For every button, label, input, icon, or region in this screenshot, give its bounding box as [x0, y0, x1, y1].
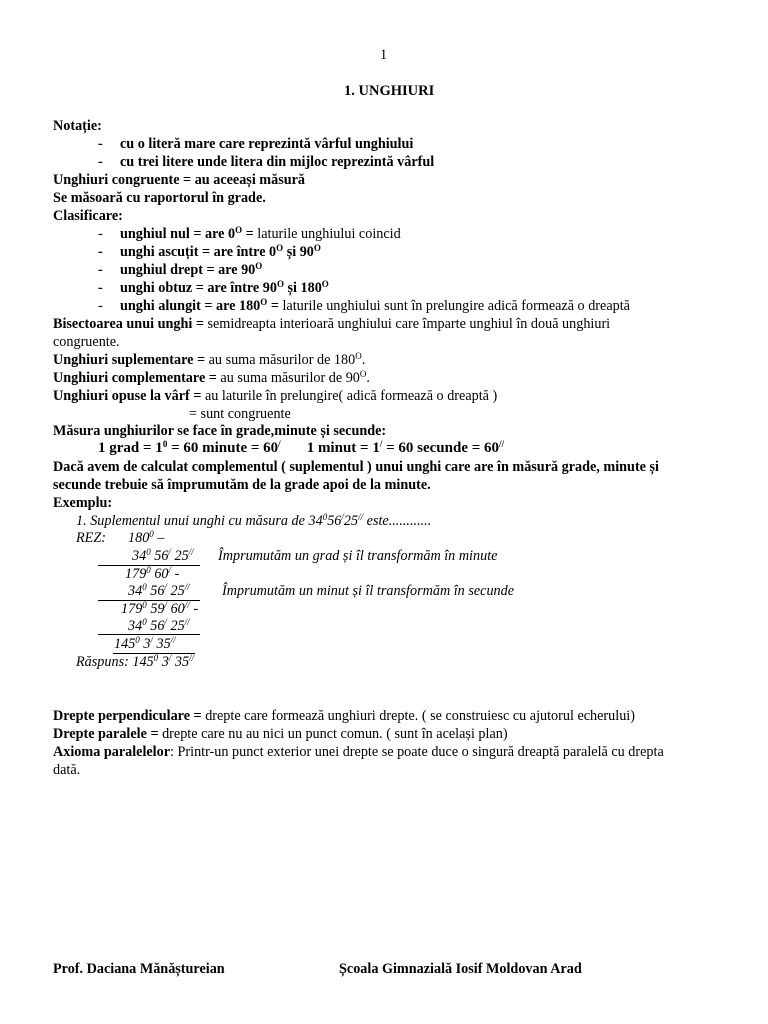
paralele-line: Drepte paralele = drepte care nu au nici un punct comun. ( sunt în același plan): [53, 726, 508, 742]
notatie-label: Notație:: [53, 118, 102, 134]
footer-school: Școala Gimnazială Iosif Moldovan Arad: [339, 961, 582, 977]
masura-heading: Măsura unghiurilor se face în grade,minute și secunde:: [53, 423, 387, 439]
masura-units: 1 grad = $1^0 = 60$ minute = 60/ 1 minut = 1/ = 60 secunde = 60//: [98, 439, 505, 456]
calc-row: $179^0$ 59/ 60// -: [121, 600, 199, 617]
axioma-line: Axioma paralelelor: Printr-un punct exterior unei drepte se poate duce o singură dreaptă paralelă cu drepta: [53, 744, 664, 760]
footer-author: Prof. Daciana Mănăștureian: [53, 961, 225, 977]
calc-result: $145^0$ 3/ 35//: [114, 635, 176, 652]
calc-row: $180^0$ –: [128, 529, 165, 546]
clasificare-ascutit: - unghi ascuțit = are între $0^O$ și $90^O$: [98, 243, 321, 260]
opuse-line2: = sunt congruente: [189, 406, 291, 422]
calc-note: Împrumutăm un grad și îl transformăm în minute: [218, 548, 498, 564]
clasificare-nul: - unghiul nul = are $0^O$ = laturile unghiului coincid: [98, 225, 401, 242]
exemplu-label: Exemplu:: [53, 495, 113, 511]
notatie-item: - cu o literă mare care reprezintă vârful unghiului: [98, 136, 414, 152]
calc-row: $179^0$ 60/ -: [125, 565, 180, 582]
clasificare-drept: - unghiul drept = are $90^O$: [98, 261, 263, 278]
calc-note: Împrumutăm un minut și îl transformăm în secunde: [222, 583, 515, 599]
clasificare-alungit: - unghi alungit = are $180^O$ = laturile unghiului sunt în prelungire adică formează o dreaptă: [98, 297, 630, 314]
perpendiculare-line: Drepte perpendiculare = drepte care formează unghiuri drepte. ( se construiesc cu ajutorul echerului): [53, 708, 635, 724]
complement-note-line1: Dacă avem de calculat complementul ( suplementul ) unui unghi care are în măsură grade, minute și: [53, 459, 659, 475]
clasificare-label: Clasificare:: [53, 208, 123, 224]
calc-row: $34^0$ 56/ 25//: [128, 582, 190, 599]
rez-label: REZ:: [76, 530, 106, 546]
suplementare-line: Unghiuri suplementare = au suma măsurilor de $180^O$.: [53, 351, 366, 368]
answer-line: Răspuns: $145^0$ 3/ 35//: [76, 653, 195, 670]
calc-divider: [98, 634, 200, 635]
page-number: 1: [380, 47, 388, 63]
exemplu-problem: 1. Suplementul unui unghi cu măsura de $34^056^/25^{//}$ este............: [76, 512, 432, 529]
complementare-line: Unghiuri complementare = au suma măsurilor de $90^O$.: [53, 369, 370, 386]
congruente-line: Unghiuri congruente = au aceeași măsură: [53, 172, 306, 188]
calc-row: $34^0$ 56/ 25//: [132, 547, 194, 564]
bisectoare-cont: congruente.: [53, 334, 120, 350]
bisectoare-line: Bisectoarea unui unghi = semidreapta interioară unghiului care împarte unghiul în două unghiuri: [53, 316, 611, 332]
page-title: 1. UNGHIURI: [344, 83, 435, 99]
clasificare-obtuz: - unghi obtuz = are între $90^O$ și $180^O$: [98, 279, 329, 296]
notatie-item: - cu trei litere unde litera din mijloc reprezintă vârful: [98, 154, 435, 170]
masoara-line: Se măsoară cu raportorul în grade.: [53, 190, 266, 206]
calc-row: $34^0$ 56/ 25//: [128, 617, 190, 634]
complement-note-line2: secunde trebuie să împrumutăm de la grade apoi de la minute.: [53, 477, 431, 493]
axioma-cont: dată.: [53, 762, 81, 778]
opuse-line: Unghiuri opuse la vârf = au laturile în prelungire( adică formează o dreaptă ): [53, 388, 498, 404]
